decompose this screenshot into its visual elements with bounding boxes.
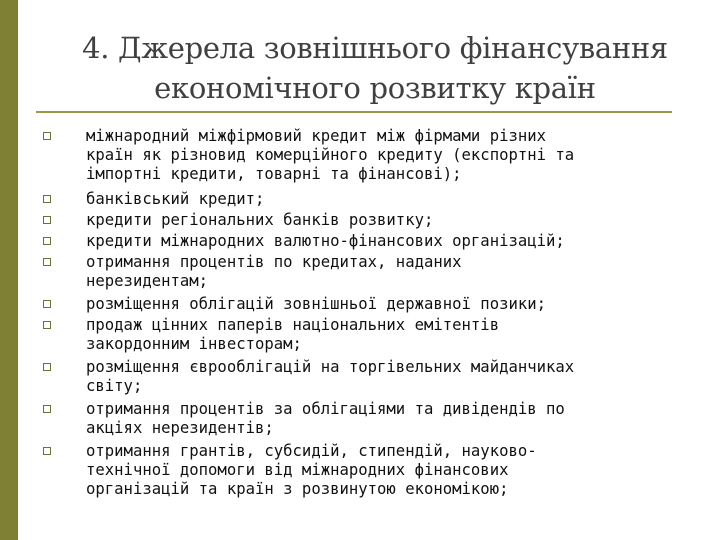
square-bullet-icon xyxy=(43,447,51,455)
square-bullet-icon xyxy=(43,363,51,371)
list-item-text: кредити міжнародних валютно-фінансових організацій; xyxy=(86,232,565,250)
list-item-text: кредити регіональних банків розвитку; xyxy=(86,211,434,229)
list-item-text: банківський кредит; xyxy=(86,190,265,208)
square-bullet-icon xyxy=(43,237,51,245)
list-item-text: розміщення облігацій зовнішньої державної позики; xyxy=(86,295,547,313)
square-bullet-icon xyxy=(43,300,51,308)
square-bullet-icon xyxy=(43,258,51,266)
list-item-text: отримання грантів, субсидій, стипендій, науково- технічної допомоги від міжнародних фінансових організацій та країн з розвинутою економікою; xyxy=(86,442,537,498)
list-item-text: отримання процентів за облігаціями та дивідендів по акціях нерезидентів; xyxy=(86,400,565,437)
square-bullet-icon xyxy=(43,132,51,140)
slide-title-line-1: 4. Джерела зовнішнього фінансування xyxy=(82,31,668,65)
list-item-text: отримання процентів по кредитах, наданих нерезидентам; xyxy=(86,253,462,290)
list-item-text: розміщення єврооблігацій на торгівельних майданчиках світу; xyxy=(86,358,575,395)
square-bullet-icon xyxy=(43,405,51,413)
slide-title-line-2: економічного розвитку країн xyxy=(154,71,596,105)
square-bullet-icon xyxy=(43,195,51,203)
list-item-text: продаж цінних паперів національних емітентів закордонним інвесторам; xyxy=(86,316,500,353)
title-divider xyxy=(36,111,672,113)
square-bullet-icon xyxy=(43,321,51,329)
left-accent-bar xyxy=(0,0,18,540)
list-item-text: міжнародний міжфірмовий кредит між фірмами різних країн як різновид комерційного кредиту (експортні та імпортні кредити, товарні та фінансові); xyxy=(86,127,575,183)
slide-title xyxy=(30,28,720,108)
square-bullet-icon xyxy=(43,216,51,224)
